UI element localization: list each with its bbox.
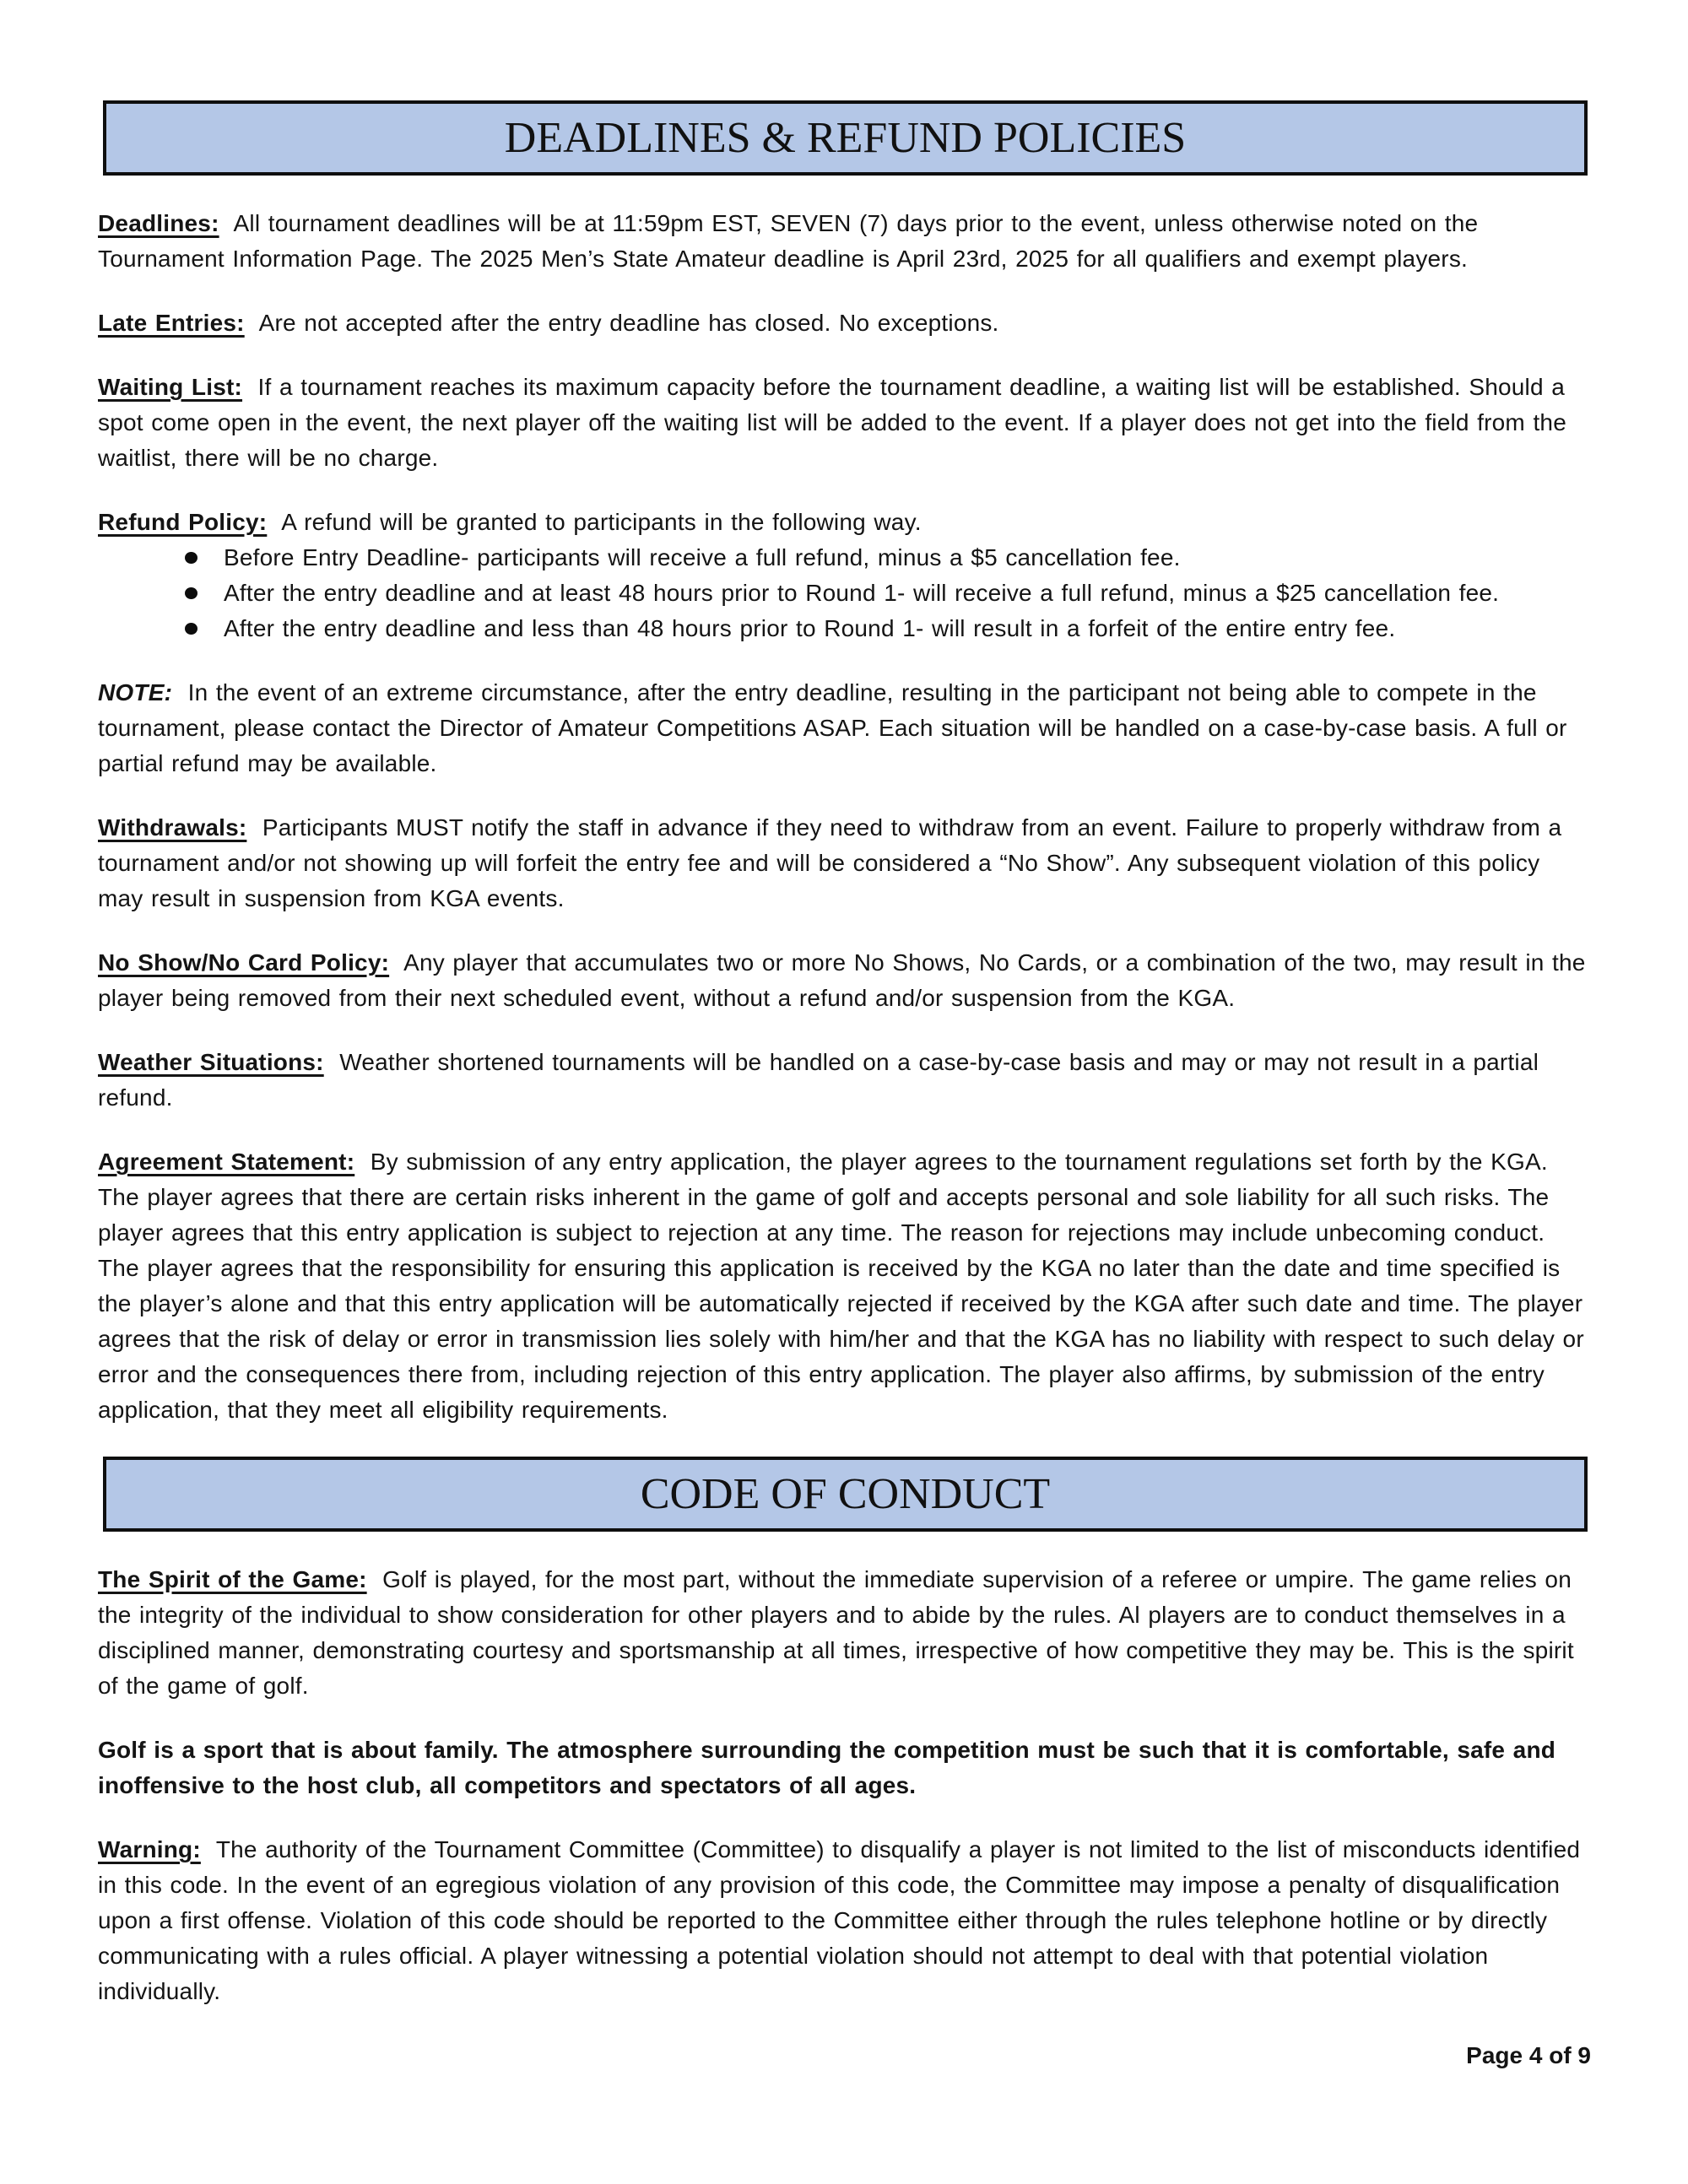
- paragraph-text-spirit-of-the-game: Golf is played, for the most part, without the immediate supervision of a referee or umpire. The game relies on the integrity of the individual to show consideration for other players and to abide by the rules. Al players are to conduct themselves in a disciplined manner, demonstrating courtesy and sportsmanship at all times, irrespective of how competitive they may be. This is the spirit of the game of golf.: [98, 1566, 1574, 1699]
- paragraph-label-waiting-list: Waiting List:: [98, 374, 243, 400]
- paragraph-warning: [98, 1832, 1591, 2009]
- paragraph-label-warning: Warning:: [98, 1836, 201, 1862]
- bullet-after-deadline-less-48-hours: After the entry deadline and less than 48 hours prior to Round 1- will result in a forfeit of the entire entry fee.: [224, 611, 1591, 646]
- paragraph-late-entries: [98, 305, 1591, 341]
- paragraph-spirit-of-the-game: [98, 1562, 1591, 1704]
- paragraph-text-agreement-statement: By submission of any entry application, the player agrees to the tournament regulations set forth by the KGA. The player agrees that there are certain risks inherent in the game of golf and accepts personal and sole liability for all such risks. The player agrees that this entry application is subject to rejection at any time. The reason for rejections may include unbecoming conduct. The player agrees that the responsibility for ensuring this application is received by the KGA no later than the date and time specified is the player’s alone and that this entry application will be automatically rejected if received by the KGA after such date and time. The player agrees that the risk of delay or error in transmission lies solely with him/her and that the KGA has no liability with respect to such delay or error and the consequences there from, including rejection of this entry application. The player also affirms, by submission of the entry application, that they meet all eligibility requirements.: [98, 1149, 1584, 1423]
- banner-deadlines-refund-policies: [103, 100, 1588, 176]
- paragraph-withdrawals: [98, 810, 1591, 916]
- paragraph-label-withdrawals: Withdrawals:: [98, 814, 247, 841]
- bullet-before-entry-deadline: Before Entry Deadline- participants will receive a full refund, minus a $5 cancellation fee.: [224, 540, 1591, 576]
- paragraph-label-agreement-statement: Agreement Statement:: [98, 1149, 355, 1175]
- paragraph-weather-situations: [98, 1045, 1591, 1116]
- paragraph-text-no-show-no-card: Any player that accumulates two or more No Shows, No Cards, or a combination of the two, may result in the player being removed from their next scheduled event, without a refund and/or suspension from the KGA.: [98, 949, 1586, 1011]
- paragraph-text-deadlines: All tournament deadlines will be at 11:59pm EST, SEVEN (7) days prior to the event, unless otherwise noted on the Tournament Information Page. The 2025 Men’s State Amateur deadline is April 23rd, 2025 for all qualifiers and exempt players.: [98, 210, 1479, 272]
- banner-code-of-conduct: [103, 1457, 1588, 1532]
- paragraph-label-no-show-no-card: No Show/No Card Policy:: [98, 949, 390, 976]
- paragraph-text-warning: The authority of the Tournament Committee (Committee) to disqualify a player is not limited to the list of misconducts identified in this code. In the event of an egregious violation of any provision of this code, the Committee may impose a penalty of disqualification upon a first offense. Violation of this code should be reported to the Committee either through the rules telephone hotline or by directly communicating with a rules official. A player witnessing a potential violation should not attempt to deal with that potential violation individually.: [98, 1836, 1581, 2004]
- paragraph-deadlines: [98, 206, 1591, 277]
- paragraph-text-refund-policy: A refund will be granted to participants in the following way.: [281, 509, 922, 535]
- paragraph-text-waiting-list: If a tournament reaches its maximum capacity before the tournament deadline, a waiting list will be established. Should a spot come open in the event, the next player off the waiting list will be added to the event. If a player does not get into the field from the waitlist, there will be no charge.: [98, 374, 1566, 471]
- paragraph-golf-family: [98, 1733, 1591, 1803]
- banner-title-deadlines: DEADLINES & REFUND POLICIES: [504, 114, 1187, 162]
- paragraph-agreement-statement: [98, 1144, 1591, 1428]
- paragraph-text-note: In the event of an extreme circumstance, after the entry deadline, resulting in the participant not being able to compete in the tournament, please contact the Director of Amateur Competitions ASAP. Each situation will be handled on a case-by-case basis. A full or partial refund may be available.: [98, 679, 1567, 776]
- paragraph-no-show-no-card-policy: [98, 945, 1591, 1016]
- paragraph-label-weather-situations: Weather Situations:: [98, 1049, 324, 1075]
- paragraph-label-late-entries: Late Entries:: [98, 310, 245, 336]
- paragraph-text-golf-family: Golf is a sport that is about family. The atmosphere surrounding the competition must be such that it is comfortable, safe and inoffensive to the host club, all competitors and spectators of all ages.: [98, 1737, 1556, 1798]
- paragraph-text-weather-situations: Weather shortened tournaments will be handled on a case-by-case basis and may or may not result in a partial refund.: [98, 1049, 1539, 1111]
- paragraph-label-deadlines: Deadlines:: [98, 210, 219, 236]
- paragraph-waiting-list: [98, 370, 1591, 476]
- paragraph-text-withdrawals: Participants MUST notify the staff in advance if they need to withdraw from an event. Failure to properly withdraw from a tournament and/or not showing up will forfeit the entry fee and will be considered a “No Show”. Any subsequent violation of this policy may result in suspension from KGA events.: [98, 814, 1562, 911]
- paragraph-refund-policy: [98, 505, 1591, 540]
- page-number-label: Page 4 of 9: [1466, 2042, 1591, 2068]
- refund-policy-bullet-list: [98, 540, 1591, 646]
- paragraph-label-spirit-of-the-game: The Spirit of the Game:: [98, 1566, 367, 1592]
- paragraph-text-late-entries: Are not accepted after the entry deadline has closed. No exceptions.: [258, 310, 999, 336]
- banner-title-code-of-conduct: CODE OF CONDUCT: [640, 1470, 1051, 1518]
- paragraph-note: [98, 675, 1591, 781]
- bullet-after-deadline-48-hours-prior: After the entry deadline and at least 48 hours prior to Round 1- will receive a full refund, minus a $25 cancellation fee.: [224, 576, 1591, 611]
- paragraph-label-refund-policy: Refund Policy:: [98, 509, 268, 535]
- paragraph-label-note: NOTE:: [98, 679, 173, 705]
